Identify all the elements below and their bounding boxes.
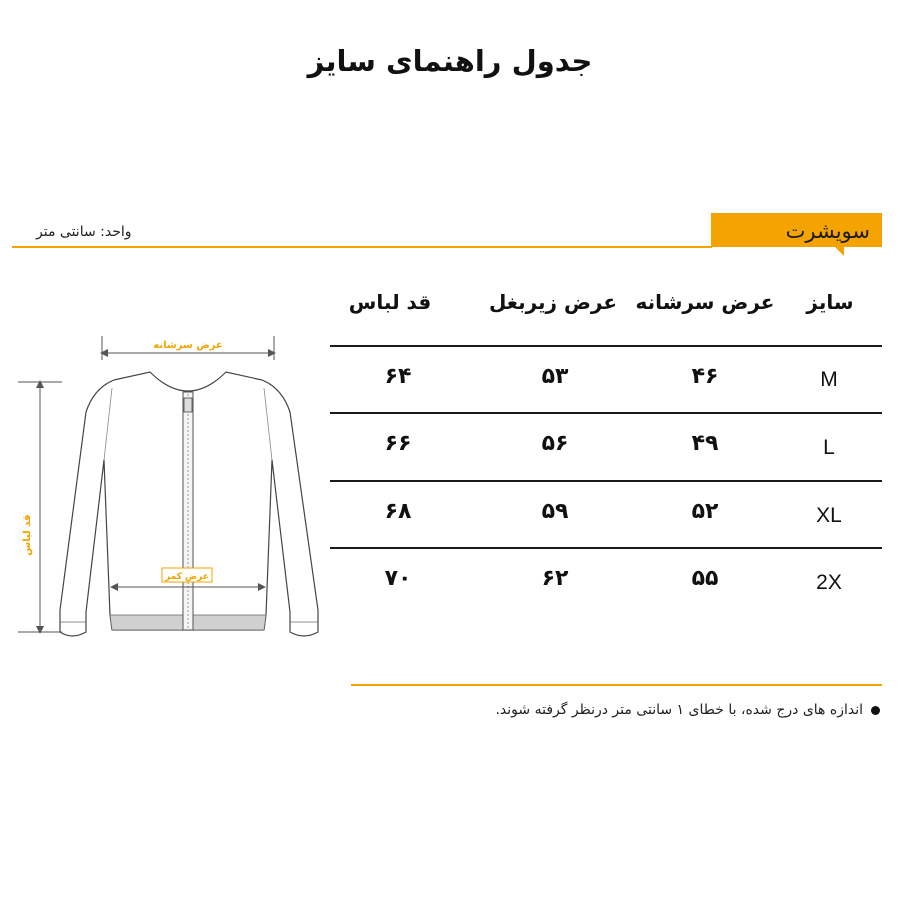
table-row-divider bbox=[330, 412, 882, 414]
bullet-icon bbox=[871, 706, 880, 715]
cell-length: ۶۶ bbox=[384, 431, 412, 456]
cell-length: ۶۸ bbox=[384, 499, 412, 524]
cell-shoulder: ۵۲ bbox=[691, 499, 719, 524]
page-title: جدول راهنمای سایز bbox=[307, 44, 593, 78]
table-row-divider bbox=[330, 480, 882, 482]
waist-measure-label: عرض کمر bbox=[165, 572, 209, 582]
sweatshirt-diagram bbox=[0, 320, 330, 660]
cell-chest: ۵۹ bbox=[541, 499, 569, 524]
cell-shoulder: ۴۹ bbox=[691, 431, 719, 456]
bottom-divider bbox=[351, 684, 882, 686]
cell-size: XL bbox=[816, 504, 842, 527]
cell-chest: ۶۲ bbox=[541, 566, 569, 591]
header-chest: عرض زیربغل bbox=[488, 290, 618, 314]
cell-shoulder: ۵۵ bbox=[691, 566, 719, 591]
cell-shoulder: ۴۶ bbox=[691, 364, 719, 389]
header-size: سایز bbox=[806, 290, 854, 314]
footnote-text: اندازه های درج شده، با خطای ۱ سانتی متر درنظر گرفته شوند. bbox=[495, 702, 863, 718]
tab-notch bbox=[834, 246, 844, 256]
zipper-pull bbox=[184, 398, 192, 412]
shoulder-measure-label: عرض سرشانه bbox=[153, 340, 223, 351]
cell-length: ۶۴ bbox=[384, 364, 412, 389]
header-divider bbox=[12, 246, 712, 248]
unit-label: واحد: سانتی متر bbox=[36, 224, 132, 240]
length-measure-label: قد لباس bbox=[22, 514, 33, 556]
table-row-divider bbox=[330, 547, 882, 549]
cell-chest: ۵۶ bbox=[541, 431, 569, 456]
footnote bbox=[495, 702, 880, 718]
cell-size: 2X bbox=[816, 571, 842, 594]
cell-length: ۷۰ bbox=[384, 566, 412, 591]
cell-size: M bbox=[820, 368, 838, 391]
table-row-divider bbox=[330, 345, 882, 347]
cell-size: L bbox=[823, 436, 835, 459]
category-tab: سویشرت bbox=[711, 213, 882, 247]
header-shoulder: عرض سرشانه bbox=[635, 290, 775, 314]
cell-chest: ۵۳ bbox=[541, 364, 569, 389]
header-length: قد لباس bbox=[348, 290, 432, 314]
